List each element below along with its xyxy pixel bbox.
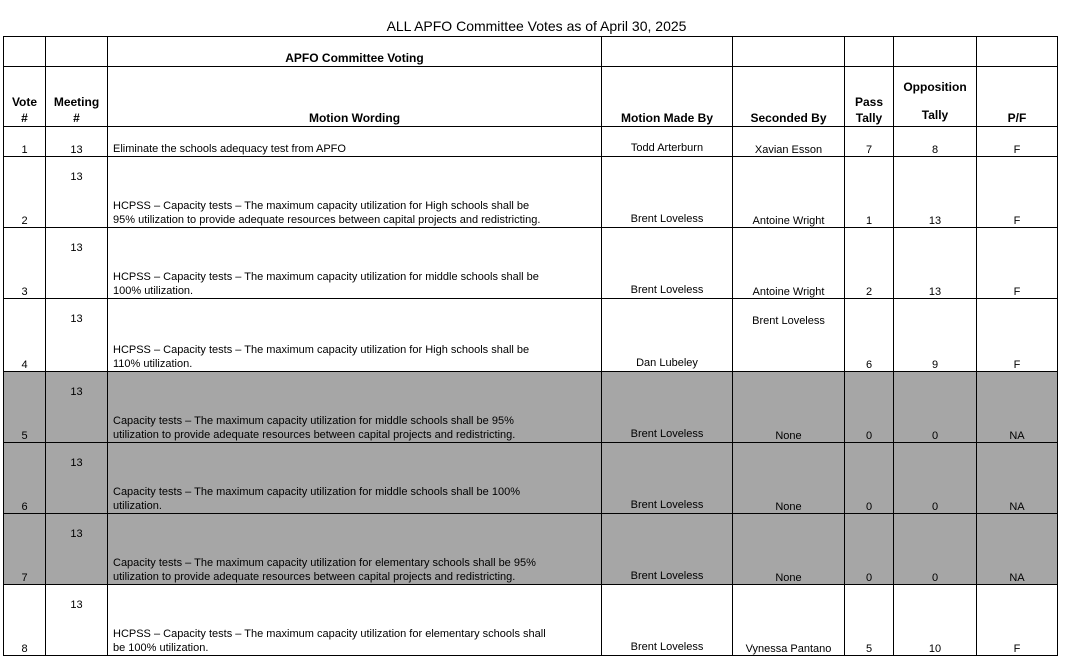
motion-made-by-cell: Brent Loveless (602, 514, 733, 585)
motion-wording-line: Capacity tests – The maximum capacity utilization for middle schools shall be 100% (113, 486, 520, 498)
opposition-tally-cell: 0 (894, 514, 977, 585)
table-row (4, 443, 1058, 514)
seconded-by-cell: Antoine Wright (733, 157, 845, 228)
banner-row (4, 37, 1058, 67)
motion-wording-line: HCPSS – Capacity tests – The maximum capacity utilization for middle schools shall be (113, 271, 539, 283)
motion-wording-line: 100% utilization. (113, 285, 194, 297)
opposition-tally-cell: 10 (894, 585, 977, 656)
vote-number-cell: 6 (4, 443, 46, 514)
header-vote-line1: Vote (11, 95, 38, 109)
pass-fail-cell: NA (977, 514, 1058, 585)
motion-made-by-cell: Todd Arterburn (602, 127, 733, 157)
seconded-by-cell: None (733, 372, 845, 443)
motion-wording-line: HCPSS – Capacity tests – The maximum capacity utilization for elementary schools shall (113, 628, 546, 640)
header-row (4, 67, 1058, 127)
vote-number-cell: 5 (4, 372, 46, 443)
header-pass-line1: Pass (854, 95, 884, 109)
meeting-number-cell: 13 (46, 228, 108, 299)
table-row (4, 157, 1058, 228)
table-row (4, 372, 1058, 443)
motion-wording-line: HCPSS – Capacity tests – The maximum capacity utilization for High schools shall be (113, 200, 530, 212)
vote-number-cell: 1 (4, 127, 46, 157)
pass-tally-cell: 2 (845, 228, 894, 299)
document-title: ALL APFO Committee Votes as of April 30, 2025 (386, 18, 687, 34)
header-seconded-by: Seconded By (733, 67, 845, 127)
banner-empty-cell (894, 37, 977, 67)
vote-number-cell: 7 (4, 514, 46, 585)
pass-tally-cell: 1 (845, 157, 894, 228)
table-row (4, 514, 1058, 585)
motion-wording-line: utilization. (113, 500, 162, 512)
header-meeting-line1: Meeting (53, 95, 100, 109)
motion-wording-line: Capacity tests – The maximum capacity utilization for elementary schools shall be 95% (113, 557, 536, 569)
banner-title: APFO Committee Voting (108, 37, 602, 67)
motion-wording-cell (108, 372, 602, 443)
pass-tally-cell: 5 (845, 585, 894, 656)
header-opposition-line2: Tally (921, 108, 949, 122)
pass-fail-cell: F (977, 585, 1058, 656)
table-row (4, 127, 1058, 157)
meeting-number-cell: 13 (46, 127, 108, 157)
meeting-number-cell: 13 (46, 514, 108, 585)
motion-wording-line: be 100% utilization. (113, 642, 209, 654)
header-pass-tally (845, 67, 894, 127)
pass-tally-cell: 0 (845, 443, 894, 514)
vote-number-cell: 2 (4, 157, 46, 228)
motion-made-by-cell: Brent Loveless (602, 585, 733, 656)
motion-made-by-cell: Dan Lubeley (602, 299, 733, 372)
header-pass-line2: Tally (855, 111, 883, 125)
header-opposition-tally (894, 67, 977, 127)
pass-tally-cell: 0 (845, 372, 894, 443)
banner-empty-cell (602, 37, 733, 67)
motion-wording-cell (108, 127, 602, 157)
meeting-number-cell: 13 (46, 157, 108, 228)
motion-wording-cell (108, 514, 602, 585)
header-meeting (46, 67, 108, 127)
vote-number-cell: 4 (4, 299, 46, 372)
header-meeting-line2: # (73, 111, 80, 125)
motion-wording-line: utilization to provide adequate resources between capital projects and redistricting. (113, 571, 516, 583)
pass-fail-cell: F (977, 157, 1058, 228)
motion-wording-line: utilization to provide adequate resources between capital projects and redistricting. (113, 429, 516, 441)
banner-empty-cell (977, 37, 1058, 67)
meeting-number-cell: 13 (46, 299, 108, 372)
banner-empty-cell (4, 37, 46, 67)
vote-number-cell: 3 (4, 228, 46, 299)
motion-wording-cell (108, 443, 602, 514)
pass-fail-cell: F (977, 127, 1058, 157)
pass-tally-cell: 7 (845, 127, 894, 157)
motion-wording-line: 95% utilization to provide adequate resources between capital projects and redistricting. (113, 214, 541, 226)
banner-empty-cell (733, 37, 845, 67)
opposition-tally-cell: 13 (894, 228, 977, 299)
seconded-by-cell: Xavian Esson (733, 127, 845, 157)
pass-fail-cell: NA (977, 443, 1058, 514)
opposition-tally-cell: 9 (894, 299, 977, 372)
pass-fail-cell: F (977, 299, 1058, 372)
opposition-tally-cell: 0 (894, 443, 977, 514)
header-motion-made-by: Motion Made By (602, 67, 733, 127)
opposition-tally-cell: 8 (894, 127, 977, 157)
motion-wording-line: Capacity tests – The maximum capacity utilization for middle schools shall be 95% (113, 415, 514, 427)
motion-wording-cell (108, 585, 602, 656)
header-opposition-line1: Opposition (903, 80, 967, 94)
motion-wording-line: Eliminate the schools adequacy test from APFO (113, 143, 346, 155)
votes-table (3, 36, 1058, 656)
seconded-by-cell: Antoine Wright (733, 228, 845, 299)
motion-wording-line: HCPSS – Capacity tests – The maximum capacity utilization for High schools shall be (113, 344, 530, 356)
seconded-by-cell: None (733, 443, 845, 514)
vote-number-cell: 8 (4, 585, 46, 656)
banner-empty-cell (845, 37, 894, 67)
header-motion-wording: Motion Wording (108, 67, 602, 127)
motion-wording-cell (108, 157, 602, 228)
meeting-number-cell: 13 (46, 372, 108, 443)
motion-made-by-cell: Brent Loveless (602, 228, 733, 299)
seconded-by-cell: Vynessa Pantano (733, 585, 845, 656)
motion-wording-cell (108, 299, 602, 372)
pass-tally-cell: 6 (845, 299, 894, 372)
opposition-tally-cell: 13 (894, 157, 977, 228)
motion-made-by-cell: Brent Loveless (602, 443, 733, 514)
pass-fail-cell: F (977, 228, 1058, 299)
meeting-number-cell: 13 (46, 443, 108, 514)
motion-wording-line: 110% utilization. (113, 358, 193, 370)
motion-wording-cell (108, 228, 602, 299)
header-vote-line2: # (21, 111, 28, 125)
meeting-number-cell: 13 (46, 585, 108, 656)
motion-made-by-cell: Brent Loveless (602, 157, 733, 228)
banner-empty-cell (46, 37, 108, 67)
seconded-by-cell: None (733, 514, 845, 585)
pass-tally-cell: 0 (845, 514, 894, 585)
seconded-by-cell: Brent Loveless (733, 299, 845, 372)
pass-fail-cell: NA (977, 372, 1058, 443)
header-vote (4, 67, 46, 127)
motion-made-by-cell: Brent Loveless (602, 372, 733, 443)
table-row (4, 228, 1058, 299)
opposition-tally-cell: 0 (894, 372, 977, 443)
table-row (4, 299, 1058, 372)
table-row (4, 585, 1058, 656)
header-pass-fail: P/F (977, 67, 1058, 127)
